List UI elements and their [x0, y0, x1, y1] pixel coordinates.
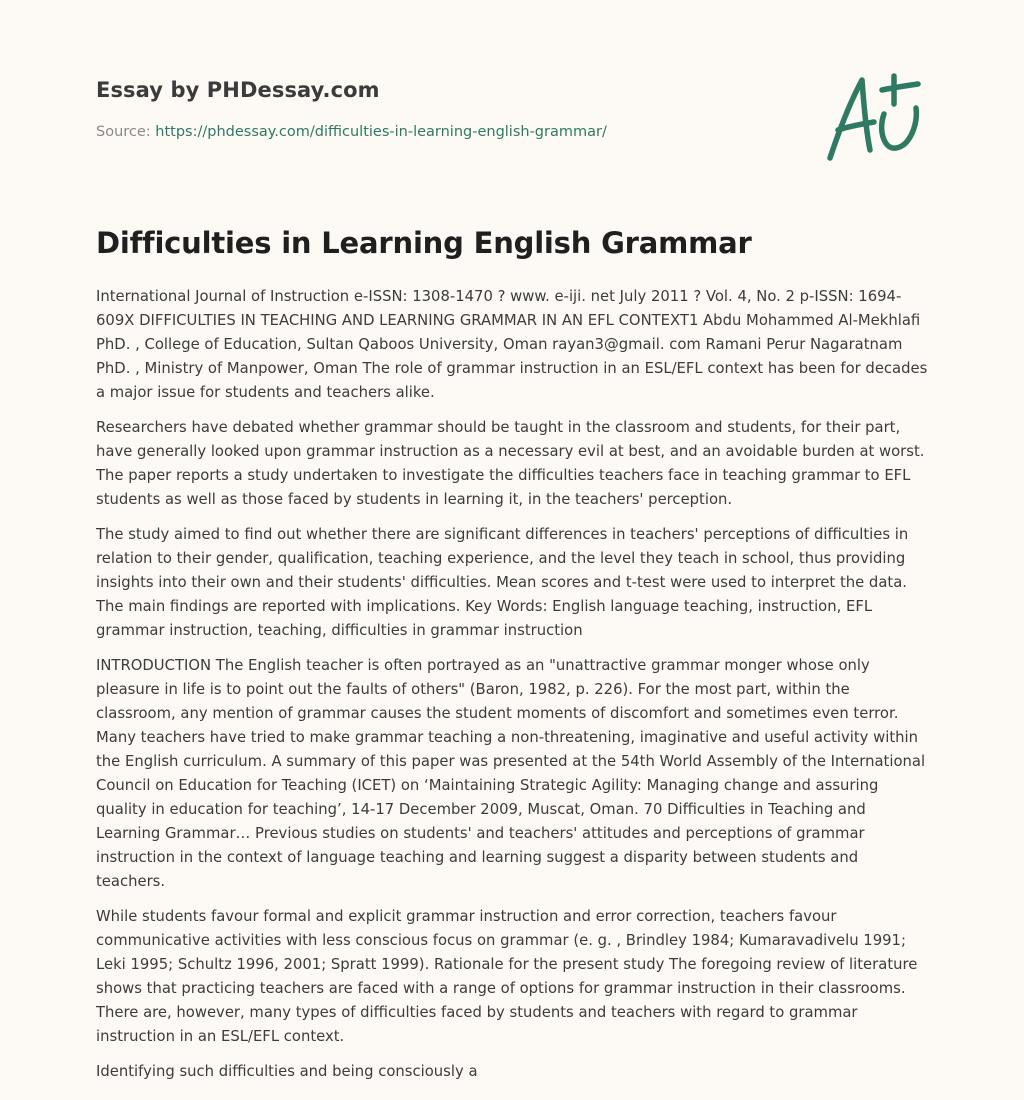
source-line — [96, 124, 607, 140]
article-body — [96, 285, 928, 1095]
article-title: Difficulties in Learning English Grammar — [96, 226, 752, 260]
paragraph: International Journal of Instruction e-ISSN: 1308-1470 ? www. e-iji. net July 2011 ? Vol. 4, No. 2 p-ISSN: 1694-609X DIFFICULTIES IN TEACHING AND LEARNING GRAMMAR IN AN EFL CONTEXT1 Abdu Mohammed Al-Mekhlafi PhD. , College of Education, Sultan Qaboos University, Oman rayan3@gmail. com Ramani Perur Nagaratnam PhD. , Ministry of Manpower, Oman The role of grammar instruction in an ESL/EFL context has been for decades a major issue for students and teachers alike. — [96, 288, 928, 401]
source-label: Source: — [96, 124, 151, 140]
site-brand: Essay by PHDessay.com — [96, 78, 380, 102]
source-link[interactable]: https://phdessay.com/difficulties-in-learning-english-grammar/ — [155, 124, 607, 140]
paragraph: While students favour formal and explicit grammar instruction and error correction, teachers favour communicative activities with less conscious focus on grammar (e. g. , Brindley 1984; Kumaravadivelu 1991; Leki 1995; Schultz 1996, 2001; Spratt 1999). Rationale for the present study The foregoing review of literature shows that practicing teachers are faced with a range of options for grammar instruction in their classrooms. There are, however, many types of difficulties faced by students and teachers with regard to grammar instruction in an ESL/EFL context. — [96, 908, 918, 1045]
paragraph: The study aimed to find out whether there are significant differences in teachers' perceptions of difficulties in relation to their gender, qualification, teaching experience, and the level they teach in school, thus providing insights into their own and their students' difficulties. Mean scores and t-test were used to interpret the data. The main findings are reported with implications. Key Words: English language teaching, instruction, EFL grammar instruction, teaching, difficulties in grammar instruction — [96, 526, 909, 639]
a-plus-logo-icon — [824, 68, 924, 164]
paragraph: INTRODUCTION The English teacher is often portrayed as an "unattractive grammar monger whose only pleasure in life is to point out the faults of others" (Baron, 1982, p. 226). For the most part, within the classroom, any mention of grammar causes the student moments of discomfort and sometimes even terror. Many teachers have tried to make grammar teaching a non-threatening, imaginative and useful activity within the English curriculum. A summary of this paper was presented at the 54th World Assembly of the International Council on Education for Teaching (ICET) on ‘Maintaining Strategic Agility: Managing change and assuring quality in education for teaching’, 14-17 December 2009, Muscat, Oman. 70 Difficulties in Teaching and Learning Grammar… Previous studies on students' and teachers' attitudes and perceptions of grammar instruction in the context of language teaching and learning suggest a disparity between students and teachers. — [96, 657, 926, 890]
paragraph: Identifying such difficulties and being consciously a — [96, 1063, 478, 1080]
paragraph: Researchers have debated whether grammar should be taught in the classroom and students, for their part, have generally looked upon grammar instruction as a necessary evil at best, and an avoidable burden at worst. The paper reports a study undertaken to investigate the difficulties teachers face in teaching grammar to EFL students as well as those faced by students in learning it, in the teachers' perception. — [96, 419, 925, 508]
